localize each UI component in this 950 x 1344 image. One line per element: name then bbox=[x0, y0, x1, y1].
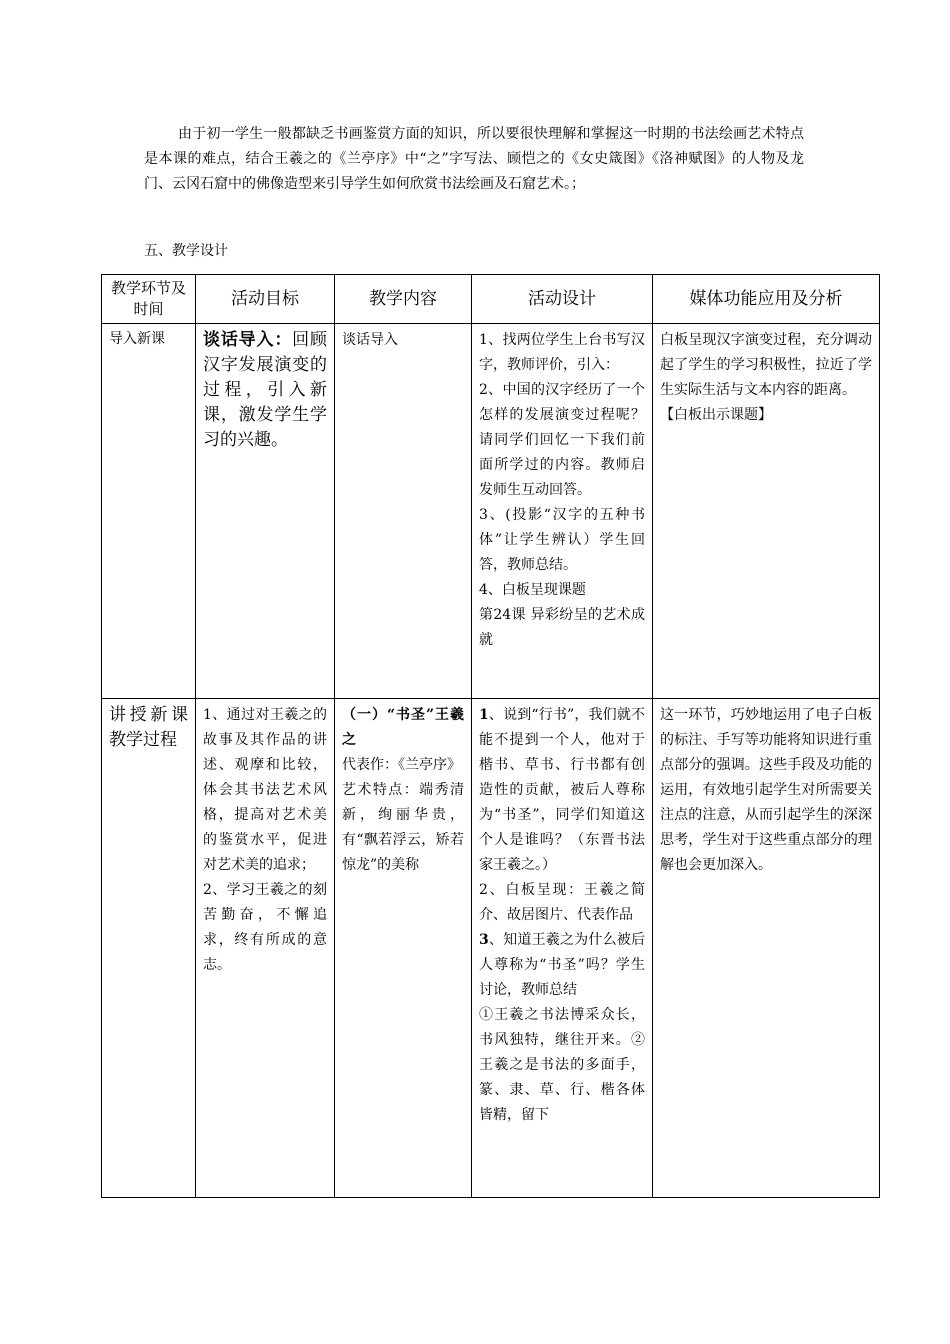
intro-paragraph: 由于初一学生一般都缺乏书画鉴赏方面的知识，所以要很快理解和掌握这一时期的书法绘画艺术特点是本课的难点，结合王羲之的《兰亭序》中“之”字写法、顾恺之的《女史箴图》《洛神赋图》的人物及龙门、云冈石窟中的佛像造型来引导学生如何欣赏书法绘画及石窟艺术。； bbox=[144, 126, 804, 192]
activity-item: 第24课 异彩纷呈的艺术成就 bbox=[479, 607, 645, 648]
activity-item: 2、中国的汉字经历了一个怎样的发展演变过程呢？请同学们回忆一下我们前面所学过的内容。教师启发师生互动回答。 bbox=[479, 382, 645, 498]
activity-item: 1、说到“行书”，我们就不能不提到一个人，他对于楷书、草书、行书都有创造性的贡献，被后人尊称为“书圣”，同学们知道这个人是谁吗？（东晋书法家王羲之。） bbox=[479, 707, 645, 873]
table-header-row bbox=[102, 275, 880, 324]
stage-cell: 讲授新课教学过程 bbox=[102, 699, 196, 1198]
goal-item: 1、通过对王羲之的故事及其作品的讲述、观摩和比较，体会其书法艺术风格，提高对艺术美的鉴赏水平，促进对艺术美的追求； bbox=[203, 707, 327, 873]
media-text: 【白板出示课题】 bbox=[660, 407, 772, 423]
goal-bold-label: 谈话导入： bbox=[203, 330, 293, 350]
activity-cell bbox=[472, 324, 653, 699]
content-item: 代表作：《兰亭序》 bbox=[342, 757, 461, 773]
teaching-design-table bbox=[101, 274, 880, 1198]
goal-text: 回顾汉字发展演变的过程，引入新课，激发学生学习的兴趣。 bbox=[203, 330, 328, 450]
media-text: 白板呈现汉字演变过程，充分调动起了学生的学习积极性，拉近了学生实际生活与文本内容的距离。 bbox=[660, 332, 872, 398]
header-media: 媒体功能应用及分析 bbox=[653, 275, 880, 324]
table-row bbox=[102, 699, 880, 1198]
media-cell: 这一环节，巧妙地运用了电子白板的标注、手写等功能将知识进行重点部分的强调。这些手段及功能的运用，有效地引起学生对所需要关注点的注意，从而引起学生的深深思考，学生对于这些重点部分的理解也会更加深入。 bbox=[653, 699, 880, 1198]
goal-cell bbox=[196, 699, 335, 1198]
activity-item: 4、白板呈现课题 bbox=[479, 582, 586, 598]
media-cell bbox=[653, 324, 880, 699]
content-cell bbox=[335, 699, 472, 1198]
stage-cell: 导入新课 bbox=[102, 324, 196, 699]
activity-item: ①王羲之书法博采众长，书风独特，继往开来。②王羲之是书法的多面手，篆、隶、草、行、楷各体皆精，留下 bbox=[479, 1007, 645, 1123]
header-content: 教学内容 bbox=[335, 275, 472, 324]
activity-item: 3、(投影“汉字的五种书体”让学生辨认）学生回答，教师总结。 bbox=[479, 507, 645, 573]
header-activity: 活动设计 bbox=[472, 275, 653, 324]
activity-item: 1、找两位学生上台书写汉字，教师评价，引入： bbox=[479, 332, 645, 373]
table-row bbox=[102, 324, 880, 699]
content-heading: （一）“书圣”王羲之 bbox=[342, 707, 464, 748]
content-cell: 谈话导入 bbox=[335, 324, 472, 699]
activity-cell bbox=[472, 699, 653, 1198]
activity-item: 2、白板呈现：王羲之简介、故居图片、代表作品 bbox=[479, 882, 645, 923]
section-title: 五、教学设计 bbox=[144, 243, 228, 259]
goal-cell bbox=[196, 324, 335, 699]
goal-item: 2、学习王羲之的刻苦勤奋，不懈追求，终有所成的意志。 bbox=[203, 882, 327, 973]
header-stage: 教学环节及时间 bbox=[102, 275, 196, 324]
header-goal: 活动目标 bbox=[196, 275, 335, 324]
activity-item: 3、知道王羲之为什么被后人尊称为“书圣”吗？学生讨论，教师总结 bbox=[479, 932, 645, 998]
content-item: 艺术特点：端秀清新，绚丽华贵，有“飘若浮云，矫若惊龙”的美称 bbox=[342, 782, 464, 873]
